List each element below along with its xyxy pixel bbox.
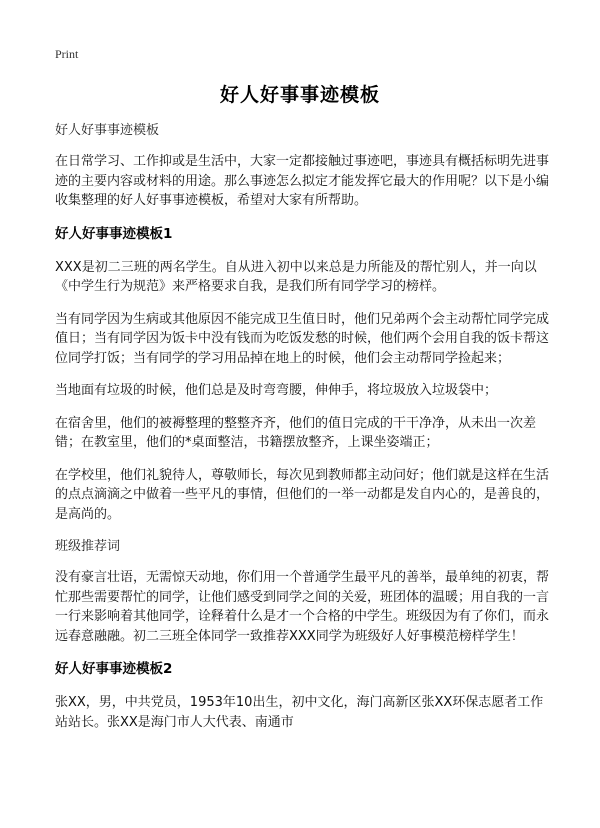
section-1-paragraph: 当有同学因为生病或其他原因不能完成卫生值日时，他们兄弟两个会主动帮忙同学完成值日；当有同学因为饭卡中没有钱而为吃饭发愁的时候，他们两个会用自我的饭卡帮这位同学打饭；当有同学的学习用品掉在地上的时候，他们会主动帮同学捡起来； [55, 311, 550, 366]
recommendation-paragraph: 没有豪言壮语，无需惊天动地，你们用一个普通学生最平凡的善举，最单纯的初衷，帮忙那些需要帮忙的同学，让他们感受到同学之间的关爱，班团体的温暖；用自我的一言一行来影响着其他同学，诠释着什么是才一个合格的中学生。班级因为有了你们，而永远春意融融。初二三班全体同学一致推荐XXX同学为班级好人好事模范榜样学生！ [55, 570, 550, 644]
section-1-paragraph: 当地面有垃圾的时候，他们总是及时弯弯腰，伸伸手，将垃圾放入垃圾袋中； [55, 383, 498, 398]
section-2-heading: 好人好事事迹模板2 [55, 661, 173, 677]
section-2-paragraph: 张XX，男，中共党员，1953年10出生，初中文化，海门高新区张XX环保志愿者工作站站长。张XX是海门市人大代表、南通市 [55, 695, 544, 730]
section-1-heading: 好人好事事迹模板1 [55, 225, 173, 242]
section-1-paragraph: 在宿舍里，他们的被褥整理的整整齐齐，他们的值日完成的干干净净，从未出一次差错；在教室里，他们的*桌面整洁，书籍摆放整齐，上课坐姿端正； [55, 415, 537, 450]
intro-paragraph: 在日常学习、工作抑或是生活中，大家一定都接触过事迹吧，事迹具有概括标明先进事迹的主要内容或材料的用途。那么事迹怎么拟定才能发挥它最大的作用呢？以下是小编收集整理的好人好事事迹模板，希望对大家有所帮助。 [55, 154, 550, 208]
section-1-paragraph: XXX是初二三班的两名学生。自从进入初中以来总是力所能及的帮忙别人，并一向以《中学生行为规范》来严格要求自我，是我们所有同学学习的榜样。 [55, 259, 537, 294]
document-title: 好人好事事迹模板 [219, 84, 380, 106]
section-1-paragraph: 在学校里，他们礼貌待人，尊敬师长，每次见到教师都主动问好；他们就是这样在生活的点点滴滴之中做着一些平凡的事情，但他们的一举一动都是发自内心的，是善良的，是高尚的。 [55, 467, 550, 522]
print-link[interactable]: Print [55, 47, 79, 61]
document-body [55, 121, 549, 745]
recommendation-subheading: 班级推荐词 [55, 539, 121, 554]
intro-heading: 好人好事事迹模板 [55, 123, 160, 138]
